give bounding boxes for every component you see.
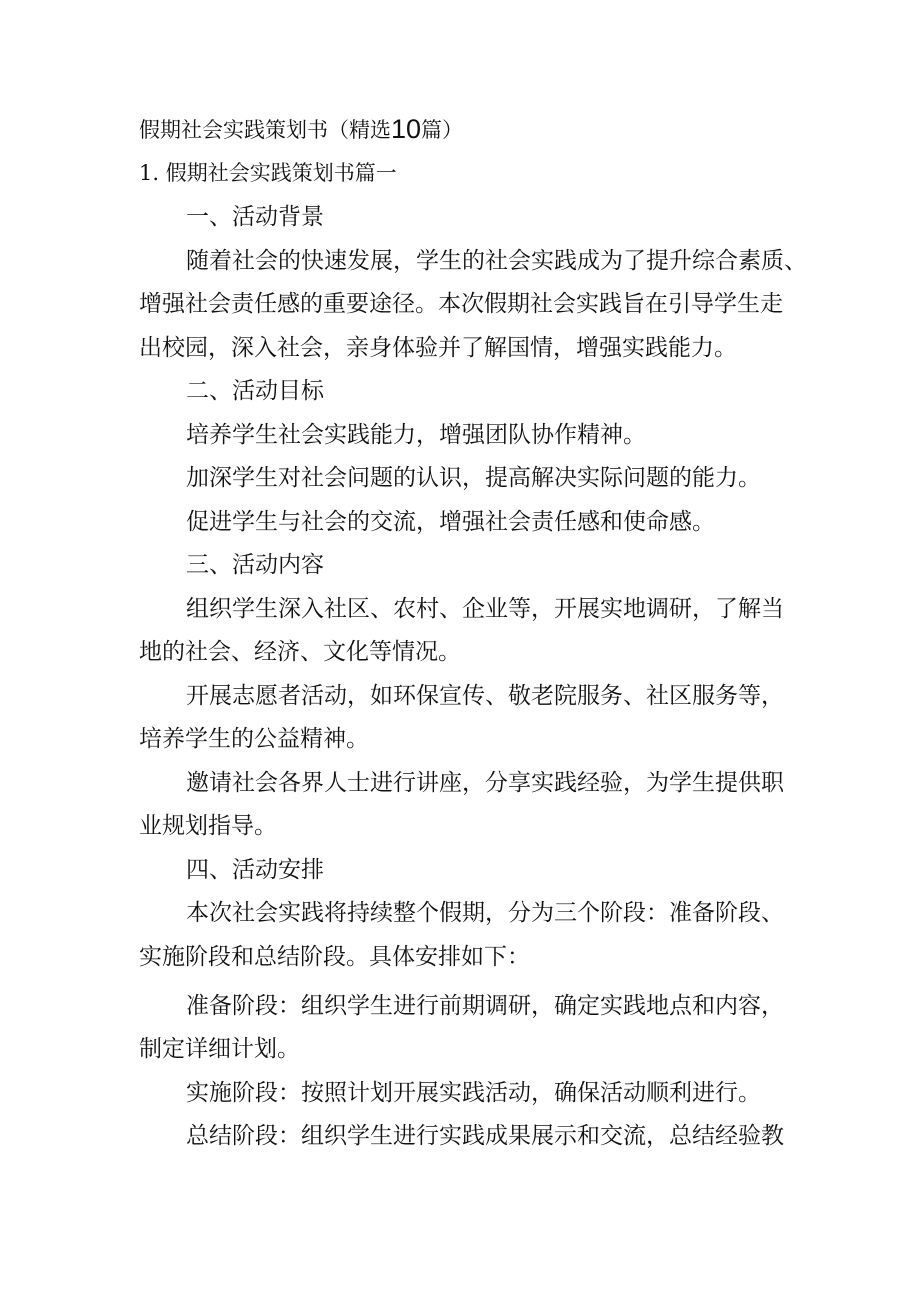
paragraph-line: 实施阶段：按照计划开展实践活动，确保活动顺利进行。: [186, 1080, 761, 1106]
document-title: [139, 114, 463, 145]
section-heading: 1. 假期社会实践策划书篇一: [139, 161, 397, 185]
paragraph-line: 增强社会责任感的重要途径。本次假期社会实践旨在引导学生走: [139, 291, 783, 317]
paragraph-line: 组织学生深入社区、农村、企业等，开展实地调研，了解当: [186, 596, 784, 622]
paragraph-line: 准备阶段：组织学生进行前期调研，确定实践地点和内容，: [186, 993, 784, 1019]
heading-goals: 二、活动目标: [186, 378, 324, 404]
paragraph-line: 实施阶段和总结阶段。具体安排如下：: [139, 944, 530, 970]
heading-background: 一、活动背景: [186, 204, 324, 230]
paragraph-line: 培养学生的公益精神。: [139, 726, 369, 752]
paragraph-line: 开展志愿者活动，如环保宣传、敬老院服务、社区服务等，: [186, 683, 784, 709]
paragraph-line: 制定详细计划。: [139, 1036, 300, 1062]
title-suffix: 篇）: [421, 118, 464, 142]
paragraph-line: 业规划指导。: [139, 813, 277, 839]
paragraph-line: 本次社会实践将持续整个假期，分为三个阶段：准备阶段、: [186, 900, 784, 926]
paragraph-line: 加深学生对社会问题的认识，提高解决实际问题的能力。: [186, 465, 761, 491]
title-number: 10: [391, 114, 422, 144]
heading-content: 三、活动内容: [186, 552, 324, 578]
paragraph-line: 地的社会、经济、文化等情况。: [139, 639, 461, 665]
paragraph-line: 培养学生社会实践能力，增强团队协作精神。: [186, 422, 646, 448]
heading-schedule: 四、活动安排: [186, 857, 324, 883]
paragraph-line: 随着社会的快速发展，学生的社会实践成为了提升综合素质、: [186, 248, 807, 274]
paragraph-line: 促进学生与社会的交流，增强社会责任感和使命感。: [186, 509, 715, 535]
title-prefix: 假期社会实践策划书（精选: [139, 118, 391, 142]
paragraph-line: 邀请社会各界人士进行讲座，分享实践经验，为学生提供职: [186, 770, 784, 796]
paragraph-line: 总结阶段：组织学生进行实践成果展示和交流，总结经验教: [186, 1123, 784, 1149]
paragraph-line: 出校园，深入社会，亲身体验并了解国情，增强实践能力。: [139, 335, 737, 361]
